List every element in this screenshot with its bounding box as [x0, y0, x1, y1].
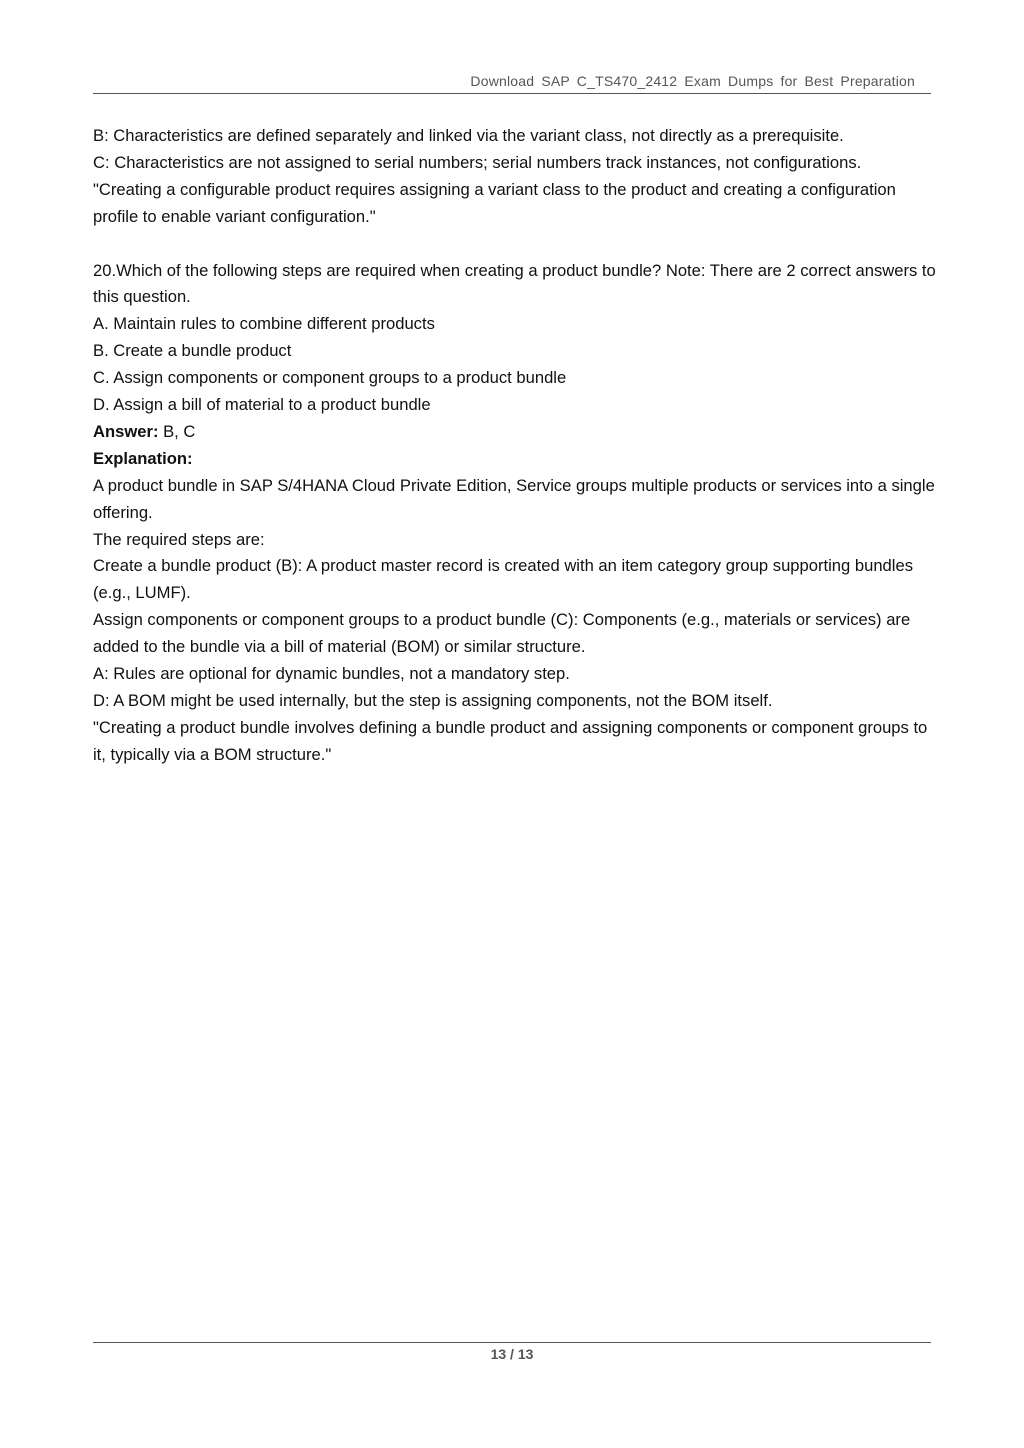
question-text: 20.Which of the following steps are required when creating a product bundle? Note: There are 2 correct answers to this question.: [93, 260, 936, 307]
explanation-line: B: Characteristics are defined separately and linked via the variant class, not directly as a prerequisite.: [93, 126, 844, 145]
answer-line: [93, 419, 938, 446]
explanation-line: Create a bundle product (B): A product master record is created with an item category group supporting bundles (e.g., LUMF).: [93, 556, 913, 603]
explanation-line: The required steps are:: [93, 529, 265, 549]
explanation-line: A product bundle in SAP S/4HANA Cloud Private Edition, Service groups multiple products or services into a single offering.: [93, 475, 935, 522]
header-divider: [93, 93, 931, 94]
answer-label: Answer:: [93, 421, 159, 441]
explanation-line: A: Rules are optional for dynamic bundles, not a mandatory step.: [93, 664, 570, 684]
option-a: A. Maintain rules to combine different products: [93, 314, 435, 334]
option-c: C. Assign components or component groups to a product bundle: [93, 368, 567, 388]
explanation-line: D: A BOM might be used internally, but the step is assigning components, not the BOM itself.: [93, 691, 773, 711]
option-d: D. Assign a bill of material to a product bundle: [93, 395, 431, 415]
paragraph-spacer: [93, 231, 938, 258]
page-number: 13 / 13: [490, 1346, 534, 1362]
explanation-line: Assign components or component groups to a product bundle (C): Components (e.g., materials or services) are added to the bundle via a bill of material (BOM) or similar structure.: [93, 610, 911, 657]
footer-divider: [93, 1342, 931, 1343]
quote-line: "Creating a product bundle involves defining a bundle product and assigning components or component groups to it, typically via a BOM structure.": [93, 717, 928, 764]
page-header: Download SAP C_TS470_2412 Exam Dumps for Best Preparation: [470, 73, 915, 89]
explanation-line: C: Characteristics are not assigned to serial numbers; serial numbers track instances, not configurations.: [93, 152, 862, 172]
page-content: [93, 123, 938, 769]
quote-line: "Creating a configurable product requires assigning a variant class to the product and creating a configuration profile to enable variant configuration.": [93, 179, 896, 226]
option-b: B. Create a bundle product: [93, 341, 292, 361]
answer-value: B, C: [158, 421, 196, 441]
explanation-label: Explanation:: [93, 448, 193, 468]
